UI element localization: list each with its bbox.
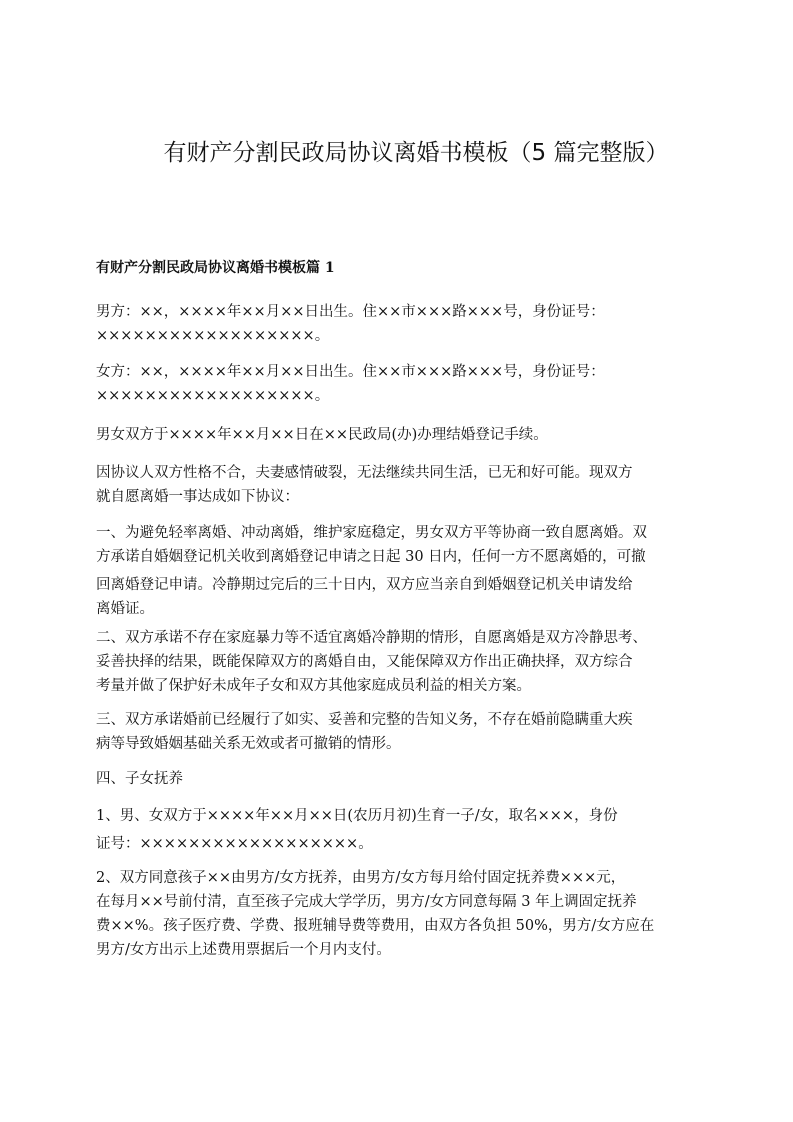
paragraph-line: 三、双方承诺婚前已经履行了如实、妥善和完整的告知义务，不存在婚前隐瞒重大疾	[96, 712, 633, 728]
paragraph-line: 在每月××号前付清，直至孩子完成大学学历，男方/女方同意每隔 3 年上调固定抚养	[96, 894, 637, 910]
paragraph-line: 妥善抉择的结果，既能保障双方的离婚自由，又能保障双方作出正确抉择，双方综合	[96, 654, 633, 670]
paragraph-clause-one	[96, 521, 708, 621]
paragraph-line: 二、双方承诺不存在家庭暴力等不适宜离婚冷静期的情形，自愿离婚是双方冷静思考、	[96, 630, 647, 646]
paragraph-line: 证号：××××××××××××××××××。	[96, 836, 373, 852]
paragraph-child-support	[96, 866, 708, 962]
paragraph-line: 回离婚登记申请。冷静期过完后的三十日内，双方应当亲自到婚姻登记机关申请发给	[96, 577, 633, 593]
paragraph-clause-four-heading	[96, 767, 708, 791]
paragraph-line: 方承诺自婚姻登记机关收到离婚登记申请之日起 30 日内，任何一方不愿离婚的，可撤	[96, 549, 646, 565]
paragraph-line: 1、男、女双方于××××年××月××日(农历月初)生育一子/女，取名×××，身份	[96, 808, 618, 824]
paragraph-line: 离婚证。	[96, 601, 154, 617]
paragraph-line: 因协议人双方性格不合，夫妻感情破裂，无法继续共同生活，已无和好可能。现双方	[96, 465, 633, 481]
paragraph-marriage-registration	[96, 423, 708, 447]
paragraph-line: 四、子女抚养	[96, 771, 183, 787]
paragraph-reason	[96, 461, 708, 509]
paragraph-line: 一、为避免轻率离婚、冲动离婚，维护家庭稳定，男女双方平等协商一致自愿离婚。双	[96, 525, 647, 541]
paragraph-line: 考量并做了保护好未成年子女和双方其他家庭成员利益的相关方案。	[96, 678, 531, 694]
paragraph-clause-three	[96, 708, 708, 756]
paragraph-line: 就自愿离婚一事达成如下协议：	[96, 489, 299, 505]
paragraph-line: 病等导致婚姻基础关系无效或者可撤销的情形。	[96, 736, 401, 752]
paragraph-line: 女方：××，××××年××月××日出生。住××市×××路×××号，身份证号：	[96, 364, 605, 380]
paragraph-child-info	[96, 804, 708, 856]
section-heading: 有财产分割民政局协议离婚书模板篇 1	[96, 260, 335, 276]
paragraph-female-party	[96, 360, 708, 408]
paragraph-line: ××××××××××××××××××。	[96, 388, 330, 404]
paragraph-line: 男女双方于××××年××月××日在××民政局(办)办理结婚登记手续。	[96, 427, 548, 443]
paragraph-line: ××××××××××××××××××。	[96, 328, 330, 344]
paragraph-line: 费××%。孩子医疗费、学费、报班辅导费等费用，由双方各负担 50%，男方/女方应在	[96, 918, 655, 934]
paragraph-line: 男方：××，××××年××月××日出生。住××市×××路×××号，身份证号：	[96, 304, 605, 320]
paragraph-line: 2、双方同意孩子××由男方/女方抚养，由男方/女方每月给付固定抚养费×××元，	[96, 870, 626, 886]
paragraph-line: 男方/女方出示上述费用票据后一个月内支付。	[96, 942, 391, 958]
document-title: 有财产分割民政局协议离婚书模板（5 篇完整版）	[163, 140, 669, 166]
paragraph-clause-two	[96, 626, 708, 698]
paragraph-male-party	[96, 300, 708, 348]
